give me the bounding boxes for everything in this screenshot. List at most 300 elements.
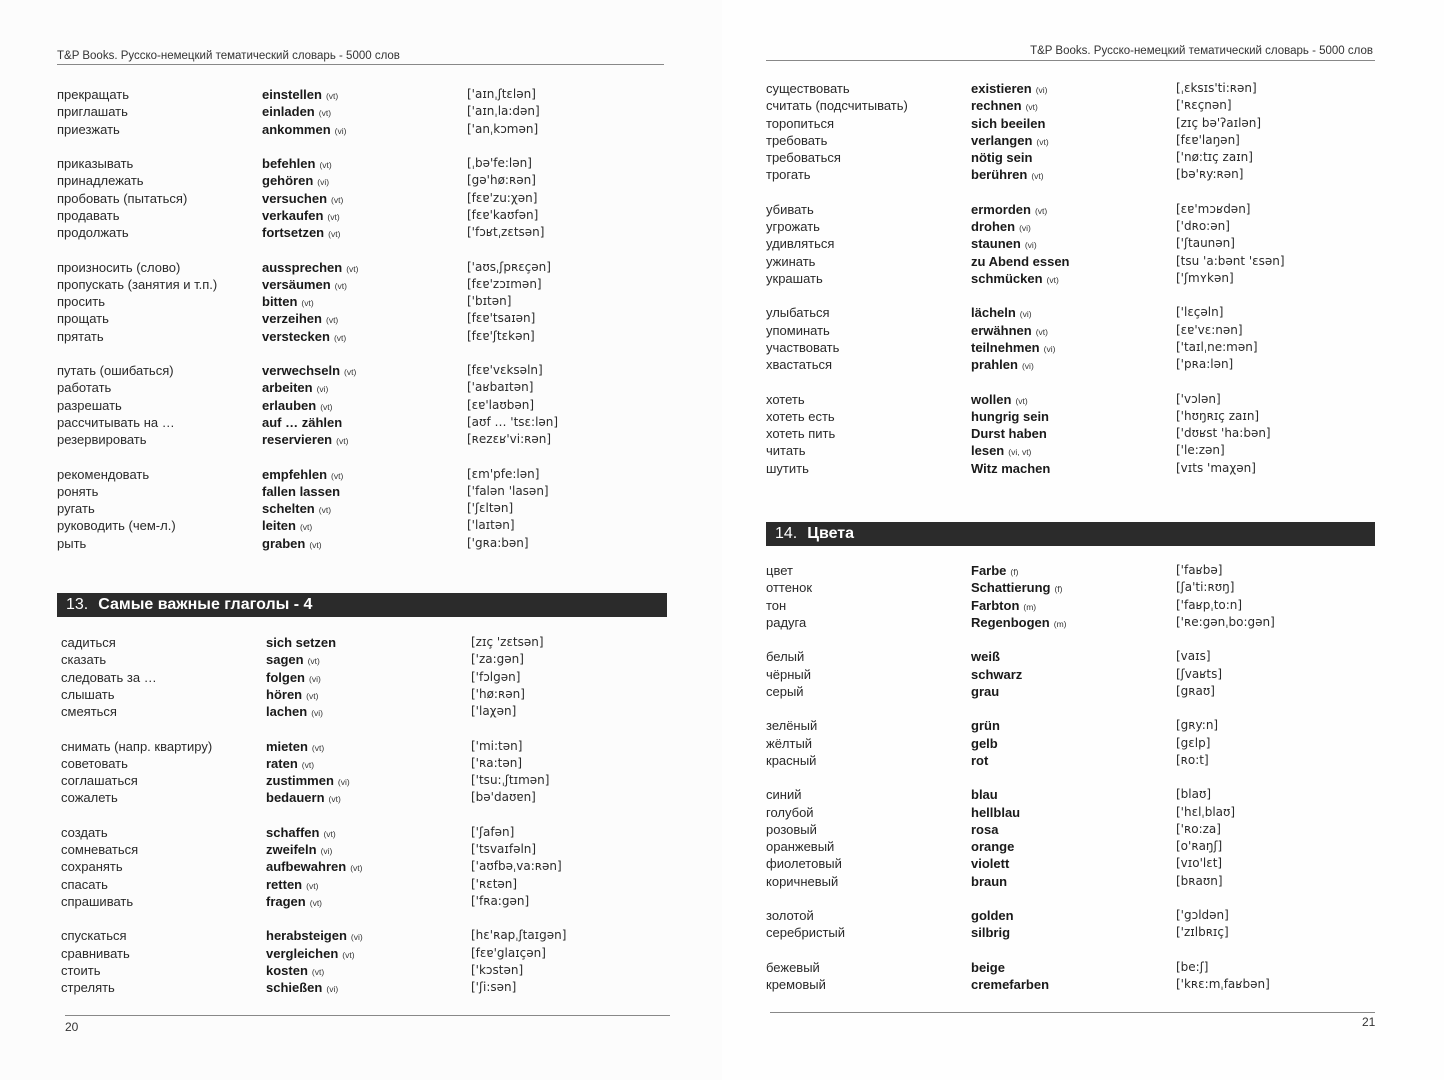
transcription: ['ʃafən] [471,824,515,839]
russian-word: белый [766,649,805,665]
grammar-label: (vt) [307,656,320,667]
russian-word: серый [766,683,804,699]
transcription: ['anˌkɔmən] [467,121,539,136]
transcription: [bʀaʊn] [1176,873,1223,888]
german-text: schmücken [971,270,1043,286]
russian-word: спасать [61,876,108,892]
german-text: versuchen [262,190,328,206]
german-word [266,979,338,998]
russian-word: приказывать [57,156,134,171]
german-text: rosa [971,821,999,837]
russian-word: удивляться [766,236,835,252]
transcription: [aʊf … 'tsɛ:lən] [467,414,559,429]
grammar-label: (vi) [317,177,330,188]
russian-word: голубой [766,804,814,820]
german-text: bedauern [266,790,325,806]
german-text: Witz machen [971,460,1051,476]
russian-word: смеяться [61,704,117,719]
german-text: fallen lassen [262,483,341,499]
transcription: ['gʀa:bən] [467,535,529,550]
russian-word: принадлежать [57,173,144,189]
transcription: ['gɔldən] [1176,908,1229,922]
german-text: nötig sein [971,150,1033,165]
transcription: ['aɪnˌʃtɛlən] [467,87,536,101]
grammar-label: (vt) [333,332,347,343]
german-text: empfehlen [262,466,328,482]
german-text: existieren [971,81,1032,96]
header-rule [766,60,1375,61]
grammar-label: (vi, vt) [1008,447,1032,458]
grammar-label: (vt) [311,966,325,977]
grammar-label: (m) [1023,601,1037,612]
grammar-label: (vi) [337,777,350,787]
grammar-label: (vt) [346,263,359,274]
grammar-label: (vt) [299,522,313,533]
page-number: 21 [1362,1015,1376,1029]
german-text: wollen [971,391,1012,407]
grammar-label: (vt) [325,91,339,101]
german-text: schelten [262,501,315,516]
grammar-label: (vt) [320,401,333,412]
german-text: hören [266,686,303,702]
grammar-label: (vt) [318,108,332,119]
german-text: grau [971,683,1000,699]
transcription: [ʀo:t] [1176,752,1209,767]
grammar-label: (vi) [311,708,323,718]
german-word [262,535,322,554]
transcription: [ɛɐ'vɛ:nən] [1176,322,1243,337]
grammar-label: (f) [1010,567,1019,577]
german-text: schaffen [266,824,320,840]
transcription: [fɛɐ'tsaɪən] [467,311,536,326]
german-text: hungrig sein [971,408,1049,424]
transcription: ['ʀɛçnən] [1176,98,1232,113]
russian-word: оттенок [766,580,813,596]
transcription: ['hɛlˌblaʊ] [1176,804,1236,819]
german-text: verwechseln [262,363,341,378]
grammar-label: (vt) [336,436,349,446]
german-text: sich setzen [266,635,337,650]
german-text: fortsetzen [262,225,325,240]
grammar-label: (vt) [1035,326,1048,337]
russian-word: рассчитывать на … [57,414,175,430]
transcription: ['faʁpˌto:n] [1176,597,1243,612]
russian-word: оранжевый [766,839,835,854]
german-text: braun [971,873,1008,889]
german-text: verkaufen [262,207,324,223]
russian-word: стрелять [61,980,115,995]
russian-word: сомневаться [61,842,139,857]
section-header [766,522,1375,546]
russian-word: сравнивать [61,945,130,961]
russian-word: фиолетовый [766,856,842,872]
german-word [971,408,1049,425]
grammar-label: (vt) [306,690,319,701]
german-text: Schattierung [971,580,1051,596]
russian-word: разрешать [57,397,122,413]
german-word [971,425,1047,442]
german-word [971,735,998,752]
russian-word: снимать (напр. квартиру) [61,738,213,754]
german-word [971,648,1000,665]
transcription: [ˌbə'fe:lən] [467,156,532,170]
german-text: schwarz [971,666,1023,682]
german-word [266,634,336,651]
transcription: [bə'daʊɐn] [471,790,536,805]
transcription: [fɛɐ'ʃtɛkən] [467,328,535,343]
german-word [971,253,1069,270]
russian-word: ронять [57,483,99,499]
german-text: schießen [266,980,323,995]
german-word [262,431,348,450]
german-word [971,924,1010,941]
german-text: grün [971,718,1000,734]
grammar-label: (vt) [1015,395,1028,406]
german-text: aufbewahren [266,859,347,875]
russian-word: ужинать [766,253,816,269]
russian-word: работать [57,380,112,396]
transcription: [ʀezɛʁ'vi:ʀən] [467,432,552,446]
transcription: [ɛɐ'mɔʁdən] [1176,201,1251,216]
grammar-label: (vi) [1021,361,1034,371]
transcription: ['kɔstən] [471,962,524,977]
russian-word: сожалеть [61,790,118,806]
russian-word: зелёный [766,718,818,734]
german-word [971,959,1005,976]
transcription: ['pʀa:lən] [1176,357,1234,371]
german-word [971,460,1050,477]
transcription: [vɪo'lɛt] [1176,856,1223,871]
russian-word: спускаться [61,928,127,944]
russian-word: прощать [57,311,109,327]
german-text: silbrig [971,925,1011,941]
transcription: ['bɪtən] [467,294,512,308]
german-text: staunen [971,236,1021,252]
section-number: 13. [66,596,89,613]
transcription: ['kʀɛ:mˌfaʁbən] [1176,977,1270,991]
grammar-label: (vt) [309,897,323,908]
german-word [971,873,1007,890]
german-word [971,855,1009,872]
grammar-label: (vt) [1036,136,1049,147]
german-text: sich beeilen [971,115,1046,131]
german-word [262,483,340,500]
russian-word: создать [61,824,108,840]
german-text: violett [971,856,1010,872]
german-word [971,115,1045,132]
running-head: T&P Books. Русско-немецкий тематический словарь - 5000 слов [57,50,400,62]
russian-word: кремовый [766,977,826,992]
russian-word: угрожать [766,219,820,234]
german-text: Durst haben [971,426,1047,441]
german-word [262,224,340,243]
transcription: ['fɔʁtˌzɛtsən] [467,225,545,239]
section-header [57,593,667,617]
german-text: vergleichen [266,945,339,961]
transcription: [gʀaʊ] [1176,683,1215,698]
grammar-label: (vt) [342,949,355,960]
russian-word: участвовать [766,339,840,355]
transcription: ['lɛçəln] [1176,305,1224,320]
russian-word: требоваться [766,150,841,165]
russian-word: сохранять [61,859,123,875]
grammar-label: (vi) [1019,309,1032,320]
german-word [262,121,346,140]
grammar-label: (vt) [327,211,340,222]
russian-word: хотеть пить [766,426,836,441]
russian-word: синий [766,787,802,803]
german-text: herabsteigen [266,928,347,944]
grammar-label: (vt) [331,194,344,205]
german-word [971,838,1014,855]
german-word [971,804,1020,821]
grammar-label: (vi) [1024,240,1037,251]
german-text: weiß [971,649,1000,665]
german-text: fragen [266,893,306,909]
german-text: Farbe [971,563,1007,578]
russian-word: золотой [766,908,814,923]
transcription: ['aʊsˌʃpʀɛçən] [467,259,551,274]
transcription: ['mi:tən] [471,738,523,753]
transcription: ['za:gən] [471,652,524,667]
german-text: Regenbogen [971,614,1050,630]
german-text: drohen [971,219,1016,234]
russian-word: произносить (слово) [57,259,181,275]
transcription: ['tsu:ˌʃtɪmən] [471,773,550,787]
transcription: ['le:zən] [1176,443,1225,458]
russian-word: считать (подсчитывать) [766,98,908,114]
russian-word: сказать [61,652,107,668]
russian-word: прекращать [57,87,130,102]
german-text: mieten [266,738,308,754]
german-word [971,821,998,838]
transcription: [gɛlp] [1176,735,1211,750]
german-text: lächeln [971,305,1016,321]
grammar-label: (vt) [319,160,332,170]
transcription: ['fɔlgən] [471,669,521,684]
transcription: [vɪts 'maχən] [1176,460,1256,475]
german-word [266,703,323,722]
grammar-label: (vi) [316,384,329,395]
german-text: verstecken [262,328,330,344]
transcription: ['falən 'lasən] [467,483,549,498]
transcription: ['ʀɛtən] [471,876,518,891]
german-text: einstellen [262,87,322,102]
transcription: [ˌɛksɪs'ti:ʀən] [1176,81,1257,95]
grammar-label: (vt) [1046,274,1059,285]
transcription: ['laɪtən] [467,518,515,533]
russian-word: приглашать [57,104,128,120]
german-text: zustimmen [266,773,334,788]
german-text: befehlen [262,156,316,171]
german-text: erlauben [262,397,317,413]
grammar-label: (vt) [328,229,341,239]
running-head: T&P Books. Русско-немецкий тематический словарь - 5000 слов [1030,45,1373,57]
german-text: gehören [262,173,314,189]
russian-word: следовать за … [61,669,157,685]
grammar-label: (m) [1053,618,1067,629]
transcription: [zɪç 'zɛtsən] [471,635,544,649]
footer-rule [770,1012,1375,1013]
transcription: [ʃa'ti:ʀʊŋ] [1176,580,1235,595]
russian-word: хотеть есть [766,408,835,424]
grammar-label: (vt) [301,298,314,308]
german-word [971,786,998,803]
german-word [971,683,999,700]
german-text: retten [266,876,303,892]
german-text: raten [266,755,298,771]
german-text: gelb [971,735,998,751]
german-text: graben [262,535,306,551]
russian-word: приезжать [57,121,120,137]
grammar-label: (vt) [301,759,315,770]
russian-word: существовать [766,81,850,96]
transcription: [bə'ʀy:ʀən] [1176,167,1244,182]
page-number: 20 [65,1020,79,1034]
transcription: [blaʊ] [1176,787,1212,802]
german-word [971,356,1034,375]
german-text: kosten [266,962,308,978]
transcription: [fɛɐ'laŋən] [1176,132,1240,147]
russian-word: бежевый [766,959,820,975]
russian-word: хвастаться [766,357,833,372]
german-text: reservieren [262,432,333,447]
german-word [266,789,341,808]
russian-word: пробовать (пытаться) [57,190,188,206]
russian-word: тон [766,597,787,613]
russian-word: стоить [61,962,101,978]
german-text: zu Abend essen [971,253,1070,269]
russian-word: просить [57,294,105,309]
german-text: arbeiten [262,380,313,396]
german-word [971,166,1044,185]
russian-word: розовый [766,821,817,837]
german-text: blau [971,787,998,803]
russian-word: соглашаться [61,773,138,788]
russian-word: трогать [766,167,811,183]
german-text: orange [971,839,1015,854]
transcription: [be:ʃ] [1176,959,1209,974]
russian-word: красный [766,752,817,768]
grammar-label: (vt) [311,742,325,753]
transcription: [hɛ'ʀapˌʃtaɪgən] [471,928,567,943]
russian-word: хотеть [766,391,805,407]
transcription: ['aʊfbəˌva:ʀən] [471,859,562,874]
grammar-label: (vi) [1019,223,1031,233]
transcription: ['taɪlˌne:mən] [1176,339,1258,354]
russian-word: торопиться [766,115,835,131]
transcription: [vaɪs] [1176,649,1211,664]
transcription: ['tsvaɪfəln] [471,842,537,856]
russian-word: жёлтый [766,735,813,751]
german-text: lachen [266,704,308,719]
transcription: ['dʊʁst 'ha:bən] [1176,426,1271,440]
russian-word: руководить (чем-л.) [57,518,176,534]
german-word [971,270,1059,289]
german-text: rot [971,752,989,768]
german-word [971,614,1066,633]
grammar-label: (vt) [331,470,344,481]
russian-word: улыбаться [766,305,830,321]
transcription: ['zɪlbʀɪç] [1176,925,1229,940]
russian-word: садиться [61,635,116,650]
russian-word: слышать [61,686,115,702]
grammar-label: (vt) [1025,102,1038,113]
german-text: einladen [262,104,315,120]
grammar-label: (vt) [318,505,332,515]
russian-word: рыть [57,535,87,551]
german-text: rechnen [971,98,1022,114]
german-text: ankommen [262,121,331,137]
german-text: bitten [262,294,298,309]
transcription: [fɛɐ'vɛksəln] [467,363,543,377]
german-word [971,149,1032,166]
russian-word: украшать [766,270,823,286]
transcription: ['ʀe:gənˌbo:gən] [1176,614,1275,629]
german-text: verzeihen [262,311,322,327]
german-text: hellblau [971,804,1021,820]
grammar-label: (vi) [1043,343,1056,354]
german-word [971,717,1000,734]
transcription: [ʃvaʁts] [1176,666,1223,681]
german-word [971,666,1022,683]
transcription: ['ʃi:sən] [471,980,517,994]
grammar-label: (vt) [328,794,341,805]
german-word [266,893,322,912]
grammar-label: (vt) [309,539,322,550]
german-text: auf … zählen [262,414,343,430]
russian-word: продавать [57,207,120,223]
german-word [971,976,1049,993]
grammar-label: (vt) [1034,205,1048,216]
grammar-label: (vi) [320,846,333,856]
transcription: ['fʀa:gən] [471,893,530,908]
transcription: ['nø:tɪç zaɪn] [1176,150,1253,164]
transcription: [fɛɐ'zɔɪmən] [467,276,542,291]
transcription: ['ʀa:tən] [471,755,522,770]
russian-word: пропускать (занятия и т.п.) [57,276,218,292]
transcription: ['faʁbə] [1176,563,1223,577]
grammar-label: (vi) [350,932,363,943]
grammar-label: (vt) [323,828,336,839]
footer-rule [65,1015,670,1016]
grammar-label: (vt) [325,315,339,326]
transcription: ['aʁbaɪtən] [467,380,534,395]
german-text: ermorden [971,201,1031,217]
german-text: zweifeln [266,842,317,857]
german-text: lesen [971,443,1005,459]
russian-word: шутить [766,460,809,476]
russian-word: рекомендовать [57,466,150,482]
grammar-label: (vi) [334,125,347,136]
transcription: [fɛɐ'zu:χən] [467,190,538,205]
german-text: leiten [262,518,296,534]
grammar-label: (vt) [334,280,347,291]
russian-word: продолжать [57,225,129,240]
russian-word: радуга [766,614,807,630]
grammar-label: (vt) [350,863,363,874]
german-text: golden [971,908,1014,923]
german-text: Farbton [971,597,1020,613]
russian-word: спрашивать [61,893,134,909]
grammar-label: (f) [1054,584,1063,595]
german-text: cremefarben [971,977,1050,992]
german-text: prahlen [971,357,1018,372]
russian-word: ругать [57,501,95,516]
german-text: berühren [971,167,1028,183]
transcription: ['hø:ʀən] [471,686,525,701]
german-text: aussprechen [262,259,343,275]
